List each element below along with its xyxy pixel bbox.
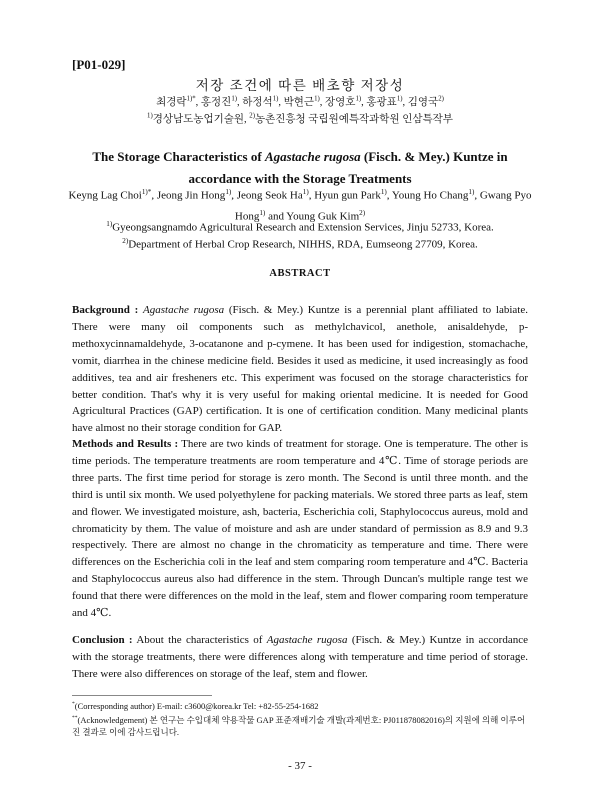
methods-label: Methods and Results : [72,438,179,450]
korean-author-name: 최경락 [156,97,187,108]
author-name: Jeong Seok Ha [236,189,303,202]
korean-author-name: 홍광표 [366,97,397,108]
background-label: Background : [72,304,139,316]
korean-author-separator: , [402,97,408,108]
author-mark: 1)* [141,188,152,196]
author-name: Gwang Pyo Hong [234,189,532,223]
abstract-heading: ABSTRACT [269,268,331,279]
page-number: - 37 - [288,760,312,772]
korean-author-mark: 2) [438,95,444,103]
author-separator: , [308,189,315,202]
korean-author-mark: 1) [314,95,320,103]
korean-author-name: 박현근 [283,97,315,108]
author-separator: , [231,189,237,202]
affiliation-1-text: Gyeongsangnamdo Agricultural Research and Extension Services, Jinju 52733, Korea. [112,221,494,234]
background-species: Agastache rugosa [143,304,225,316]
author-mark: 1) [225,188,232,196]
footnote-1-mark: * [72,701,75,707]
korean-affiliation-mark: 1) [147,112,153,120]
author-name: Hyun gun Park [314,189,381,202]
author-separator: , [151,189,157,202]
affiliation-1-mark: 1) [106,220,113,228]
korean-author-mark: 1) [231,95,238,103]
poster-code: [P01-029] [72,57,126,72]
author-mark: 1) [259,208,266,217]
korean-author-name: 김영국 [407,97,439,108]
footnote-divider [72,695,212,696]
conclusion-species: Agastache rugosa [266,634,348,646]
author-name: Young Ho Chang [391,189,469,202]
conclusion-paragraph [72,632,528,683]
korean-author-mark: 1) [355,95,362,103]
author-mark: 1) [380,188,387,196]
author-mark: 1) [468,188,475,196]
author-separator: and [265,210,287,223]
korean-author-separator: , [195,97,201,108]
footnote-1-text: (Corresponding author) E-mail: c3600@korea.kr Tel: +82-55-254-1682 [74,700,319,711]
affiliation-2-text: Department of Herbal Crop Research, NIHHS, RDA, Eumseong 27709, Korea. [128,238,478,251]
author-name: Jeong Jin Hong [156,189,226,202]
affiliation-2 [60,237,540,251]
korean-title: 저장 조건에 따른 배초향 저장성 [195,78,405,93]
affiliation-2-mark: 2) [122,237,129,245]
conclusion-text-1: About the characteristics of [132,634,267,646]
korean-affiliations [60,111,540,126]
conclusion-label: Conclusion : [72,634,133,646]
author-mark: 1) [302,188,309,196]
title-part2: (Fisch. & Mey.) Kuntze in accordance with the Storage Treatments [188,149,508,186]
korean-author-name: 홍정진 [200,97,232,108]
korean-author-separator: , [361,97,367,108]
footnote-acknowledgement [72,712,532,738]
korean-author-mark: 1) [396,95,403,103]
korean-author-mark: 1)* [186,95,196,103]
background-text: (Fisch. & Mey.) Kuntze is a perennial plant affiliated to labiate. There were many oil components such as methylchavicol, anethole, anisaldehyde, p-methoxycinnamaldehyde, 3-ocatanone and p-cymene. It has been used for indigestion, stomachache, vomit, diarrhea in the chinese medicine field. Besides it used as medicine, it used increasingly as food additives, tea and air fresheners etc. This experiment was focused on the storage characteristics for better condition. That's why it is very useful for making oriental medicine. It is needed for Good Agricultural Practices (GAP) certification. It is one of certification condition. Many medicinal plants have almost no their storage condition for GAP. [72,304,528,435]
author-name: Keyng Lag Choi [68,189,142,202]
korean-author-name: 하정석 [242,97,273,108]
korean-affiliation-text: 경상남도농업기술원, [152,114,250,125]
methods-paragraph [72,436,528,622]
korean-author-separator: , [237,97,243,108]
title-part1: The Storage Characteristics of [92,149,265,164]
korean-author-mark: 1) [272,95,279,103]
title-species: Agastache rugosa [264,149,361,164]
footnotes [72,698,532,738]
background-paragraph [72,302,528,437]
author-separator: , [386,189,392,202]
footnote-corresponding [72,698,532,712]
korean-affiliation-text: 농촌진흥청 국립원예특작과학원 인삼특작부 [254,114,453,125]
korean-author-name: 장영호 [325,97,356,108]
conclusion-text-2: (Fisch. & Mey.) Kuntze in accordance with the storage treatments, there were differences along with temperature and time period of storage. There were also differences on storage of the leaf, stem and flower. [72,634,528,680]
author-mark: 2) [359,208,366,217]
methods-text: There are two kinds of treatment for storage. One is temperature. The other is time periods. The temperature treatments are room temperature and 4℃. Time of storage periods are three parts. The first time period for storage is zero month. The Second is until three month. and the third is until six month. We used polyethylene for packing materials. We stored three parts as leaf, stem and flower. We investigated moisture, ash, bacteria, Escherichia coli, Staphylococcus aureus, mold and chromaticity by them. The value of moisture and ash are under standard of permission as 8.9 and 9.3 respectively. There are almost no change in the chromaticity as temperature and time. There were differences on the Escherichia coli in the leaf and stem comparing room temperature and 4℃. Bacteria and Staphylococcus aureus also had difference in the stem. Through Duncan's multiple range test we found that there were differences on the mold in the leaf, stem and flower comparing room temperature and 4℃. [72,438,528,620]
korean-author-separator: , [278,97,284,108]
affiliation-1 [60,220,540,234]
korean-affiliation-mark: 2) [249,112,255,120]
footnote-2-mark: ** [72,714,78,721]
author-separator: , [474,189,480,202]
korean-authors [60,94,540,109]
author-name: Young Guk Kim [286,210,360,223]
korean-author-separator: , [319,97,326,108]
footnote-2-text: (Acknowledgement) 본 연구는 수입대체 약용작물 GAP 표준재배기술 개발(과제번호: PJ011878082016)의 지원에 의해 이루어진 결과로 이에 감사드립니다. [72,714,526,737]
